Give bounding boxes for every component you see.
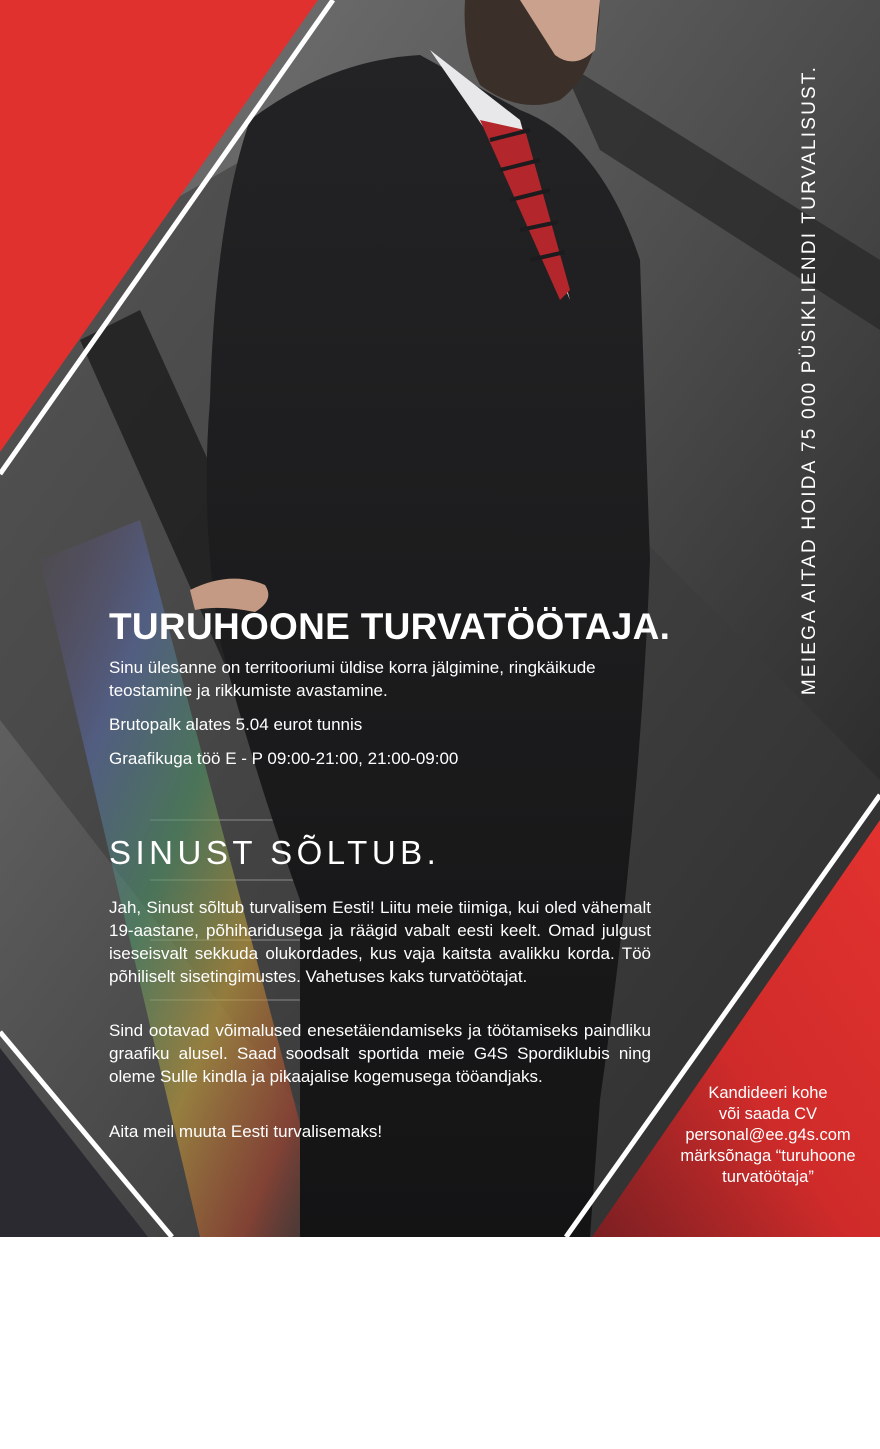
apply-info <box>668 1083 868 1188</box>
apply-line-4: märksõnaga “turuhoone <box>680 1147 856 1165</box>
salary-text: Brutopalk alates 5.04 eurot tunnis <box>109 715 363 734</box>
job-intro: Sinu ülesanne on territooriumi üldise korra jälgimine, ringkäikude teostamine ja rikkumiste avastamine. <box>109 658 596 700</box>
section-title: SINUST SÕLTUB. <box>109 834 441 871</box>
job-title: TURUHOONE TURVATÖÖTAJA. <box>109 606 671 647</box>
apply-line-1: Kandideeri kohe <box>708 1084 828 1102</box>
schedule-text: Graafikuga töö E - P 09:00-21:00, 21:00-09:00 <box>109 749 459 768</box>
requirements-paragraph: Jah, Sinust sõltub turvalisem Eesti! Liitu meie tiimiga, kui oled vähemalt 19-aastane, põhiharidusega ja räägid vabalt eesti keelt. Omad julgust iseseisvalt sekkuda olukordades, kus vaja kaitsta avalikku korda. Töö põhiliselt sisetingimustes. Vahetuses kaks turvatöötajat. <box>109 898 651 986</box>
side-slogan: MEIEGA AITAD HOIDA 75 000 PÜSIKLIENDI TURVALISUST. <box>799 64 820 696</box>
red-triangle-top-left <box>0 0 318 452</box>
apply-line-2: või saada CV <box>718 1105 818 1123</box>
apply-email[interactable]: personal@ee.g4s.com <box>685 1126 851 1144</box>
apply-line-5: turvatöötaja” <box>722 1168 814 1186</box>
closing-line: Aita meil muuta Eesti turvalisemaks! <box>109 1122 383 1141</box>
benefits-paragraph: Sind ootavad võimalused enesetäiendamiseks ja töötamiseks paindliku graafiku alusel. Saad soodsalt sportida meie G4S Spordiklubis ning oleme Sulle kindla ja pikaajalise kogemusega tööandjaks. <box>109 1021 651 1086</box>
